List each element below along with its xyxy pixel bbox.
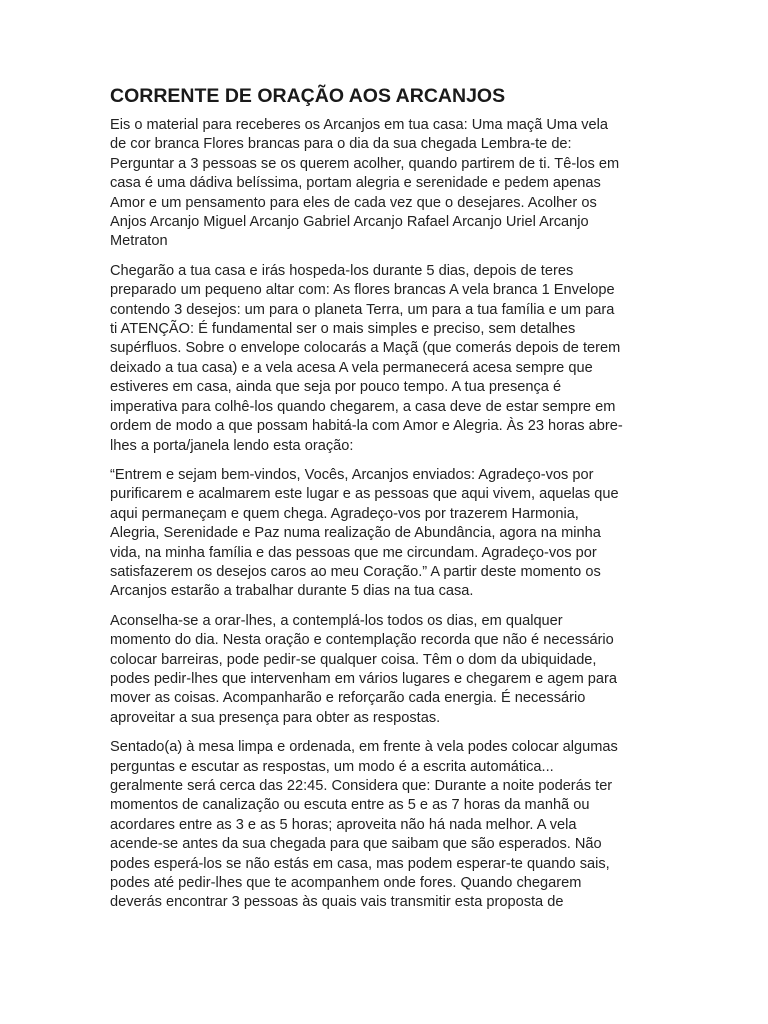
- paragraph-contemplation: Aconselha-se a orar-lhes, a contemplá-los todos os dias, em qualquer momento do dia. Nesta oração e contemplação recorda que não é necessário colocar barreiras, pode pedir-se qualquer coisa. Têm o dom da ubiquidade, podes pedir-lhes que intervenham em vários lugares e chegarem e agem para mover as coisas. Acompanharão e reforçarão cada energia. É necessário aproveitar a sua presença para obter as respostas.: [110, 612, 618, 726]
- paragraph-material: Eis o material para receberes os Arcanjos em tua casa: Uma maçã Uma vela de cor branca Flores brancas para o dia da sua chegada Lembra-te de: Perguntar a 3 pessoas se os querem acolher, quando partirem de ti. Tê-los em casa é uma dádiva belíssima, portam alegria e serenidade e pedem apenas Amor e um pensamento para eles de cada vez que o desejares. Acolher os Anjos Arcanjo Miguel Arcanjo Gabriel Arcanjo Rafael Arcanjo Uriel Arcanjo Metraton: [110, 117, 620, 250]
- document-page: [110, 84, 660, 923]
- paragraph-questions: Sentado(a) à mesa limpa e ordenada, em frente à vela podes colocar algumas perguntas e escutar as respostas, um modo é a escrita automática... geralmente será cerca das 22:45. Considera que: Durante a noite poderás ter momentos de canalização ou escuta entre as 5 e as 7 horas da manhã ou acordares entre as 3 e as 5 horas; aproveita não há nada melhor. A vela acende-se antes da sua chegada para que saibam que são esperados. Não podes esperá-los se não estás em casa, mas podem esperar-te quando sais, podes até pedir-lhes que te acompanhem onde fores. Quando chegarem deverás encontrar 3 pessoas às quais vais transmitir esta proposta de: [110, 739, 618, 911]
- paragraph-arrival: Chegarão a tua casa e irás hospeda-los durante 5 dias, depois de teres preparado um pequeno altar com: As flores brancas A vela branca 1 Envelope contendo 3 desejos: um para o planeta Terra, um para a tua família e um para ti ATENÇÃO: É fundamental ser o mais simples e preciso, sem detalhes supérfluos. Sobre o envelope colocarás a Maçã (que comerás depois de terem deixado a tua casa) e a vela acesa A vela permanecerá acesa sempre que estiveres em casa, ainda que seja por pouco tempo. A tua presença é imperativa para colhê-los quando chegarem, a casa deve de estar sempre em ordem de modo a que possam habitá-la com Amor e Alegria. Às 23 horas abre- lhes a porta/janela lendo esta oração:: [110, 262, 623, 454]
- paragraph-prayer: “Entrem e sejam bem-vindos, Vocês, Arcanjos enviados: Agradeço-vos por purificarem e acalmarem este lugar e as pessoas que aqui vivem, aquelas que aqui permaneçam e quem chega. Agradeço-vos por trazerem Harmonia, Alegria, Serenidade e Paz numa realização de Abundância, agora na minha vida, na minha família e das pessoas que me circundam. Agradeço-vos por satisfazerem os desejos caros ao meu Coração.” A partir deste momento os Arcanjos estarão a trabalhar durante 5 dias na tua casa.: [110, 466, 619, 600]
- document-title: CORRENTE DE ORAÇÃO AOS ARCANJOS: [110, 85, 506, 107]
